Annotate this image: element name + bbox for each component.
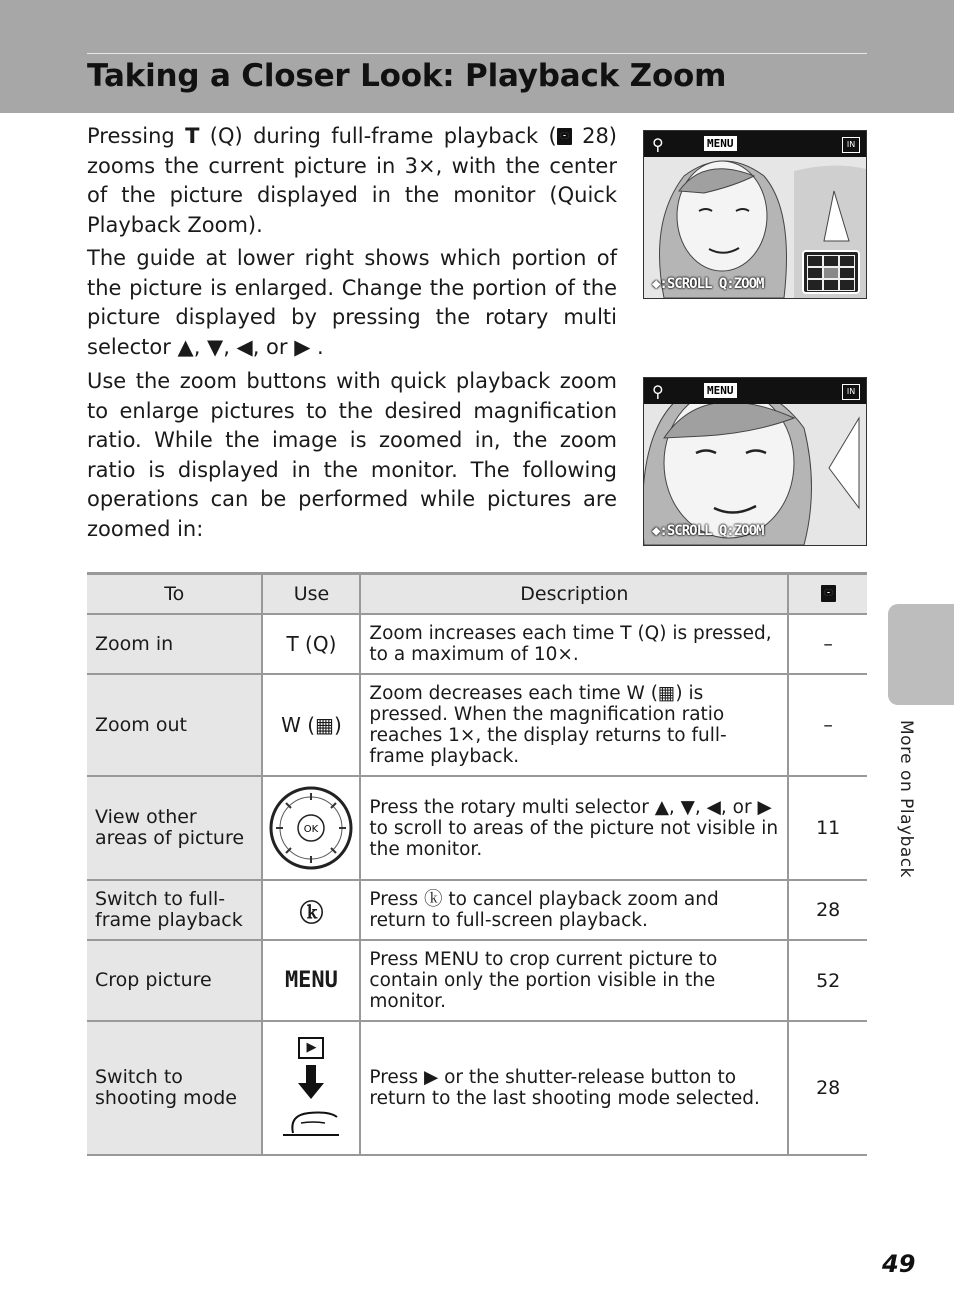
internal-memory-icon-2: IN — [842, 384, 860, 400]
row-reference: – — [788, 674, 867, 776]
row-use: T (Q) — [262, 614, 360, 674]
page-title: Taking a Closer Look: Playback Zoom — [87, 58, 727, 94]
row-reference: 28 — [788, 880, 867, 940]
zoom-q-glyph: Q — [218, 124, 235, 148]
header-band — [0, 0, 954, 113]
monitor-screenshot-zoomed — [643, 377, 867, 546]
table-row — [87, 940, 867, 1021]
header-rule — [87, 53, 867, 54]
table-row — [87, 1021, 867, 1155]
row-to: Zoom out — [87, 674, 262, 776]
row-description: Press MENU to crop current picture to contain only the portion visible in the monitor. — [360, 940, 788, 1021]
chapter-tab — [888, 604, 954, 705]
row-use: MENU — [262, 940, 360, 1021]
row-description: Press the rotary multi selector ▲, ▼, ◀, or ▶ to scroll to areas of the picture not visible in the monitor. — [360, 776, 788, 880]
row-reference: 11 — [788, 776, 867, 880]
header-use: Use — [262, 574, 360, 615]
header-description: Description — [360, 574, 788, 615]
intro-paragraph-2: The guide at lower right shows which portion of the picture is enlarged. Change the portion of the picture displayed by pressing the rotary multi selector ▲, ▼, ◀, or ▶ . — [87, 246, 617, 359]
rotary-multi-selector-icon — [268, 785, 354, 871]
zoom-icon-2: ⚲ — [652, 382, 664, 401]
shutter-release-finger-icon — [279, 1105, 343, 1139]
internal-memory-icon: IN — [842, 137, 860, 153]
row-reference: 28 — [788, 1021, 867, 1155]
zoom-guide-box — [802, 250, 860, 294]
table-row — [87, 674, 867, 776]
intro-p1-c: ) during full-frame playback ( — [234, 124, 557, 148]
intro-paragraph-1 — [87, 122, 617, 240]
osd-scroll-zoom: ◆:SCROLL Q:ZOOM — [652, 276, 764, 292]
row-to: Zoom in — [87, 614, 262, 674]
row-reference: 52 — [788, 940, 867, 1021]
row-description: Zoom decreases each time W (▦) is pressed. When the magnification ratio reaches 1×, the display returns to full-frame playback. — [360, 674, 788, 776]
row-description: Press ⓚ to cancel playback zoom and return to full-screen playback. — [360, 880, 788, 940]
row-to: Switch to full-frame playback — [87, 880, 262, 940]
intro-p1-a: Pressing — [87, 124, 186, 148]
osd-top-bar — [644, 131, 866, 157]
operations-table — [87, 572, 867, 1156]
intro-p1-d: zooms the current picture in 3×, with the center of the picture displayed in the monitor (Quick Playback Zoom). — [87, 153, 617, 237]
zoom-icon: ⚲ — [652, 135, 664, 154]
row-description: Zoom increases each time T (Q) is pressed, to a maximum of 10×. — [360, 614, 788, 674]
monitor-screenshot-quick-zoom — [643, 130, 867, 299]
table-row — [87, 776, 867, 880]
row-description: Press ▶ or the shutter-release button to return to the last shooting mode selected. — [360, 1021, 788, 1155]
row-use: ⓚ — [262, 880, 360, 940]
row-use: W (▦) — [262, 674, 360, 776]
page-number: 49 — [882, 1250, 916, 1278]
reference-book-icon — [557, 128, 572, 145]
ok-label: OK — [304, 824, 319, 835]
row-to: View other areas of picture — [87, 776, 262, 880]
header-to: To — [87, 574, 262, 615]
t-glyph: T — [185, 124, 200, 148]
table-row — [87, 880, 867, 940]
row-reference: – — [788, 614, 867, 674]
row-use — [262, 776, 360, 880]
menu-badge-2: MENU — [704, 383, 737, 398]
chapter-tab-label: More on Playback — [896, 720, 916, 878]
osd-scroll-zoom-2: ◆:SCROLL Q:ZOOM — [652, 523, 764, 539]
intro-p1-b: ( — [199, 124, 218, 148]
osd-top-bar-2 — [644, 378, 866, 404]
intro-paragraph-3: Use the zoom buttons with quick playback zoom to enlarge pictures to the desired magnification ratio. While the image is zoomed in, the zoom ratio is displayed in the monitor. The following operations can be performed while pictures are zoomed in: — [87, 369, 617, 541]
table-header-row — [87, 574, 867, 615]
row-to: Switch to shooting mode — [87, 1021, 262, 1155]
playback-button-icon: ▶ — [298, 1037, 324, 1059]
reference-book-icon — [821, 585, 836, 602]
menu-badge: MENU — [704, 136, 737, 151]
row-to: Crop picture — [87, 940, 262, 1021]
row-use — [262, 1021, 360, 1155]
intro-p1-ref: 28) — [571, 124, 617, 148]
header-reference — [788, 574, 867, 615]
table-row — [87, 614, 867, 674]
down-arrow-icon — [296, 1063, 326, 1101]
